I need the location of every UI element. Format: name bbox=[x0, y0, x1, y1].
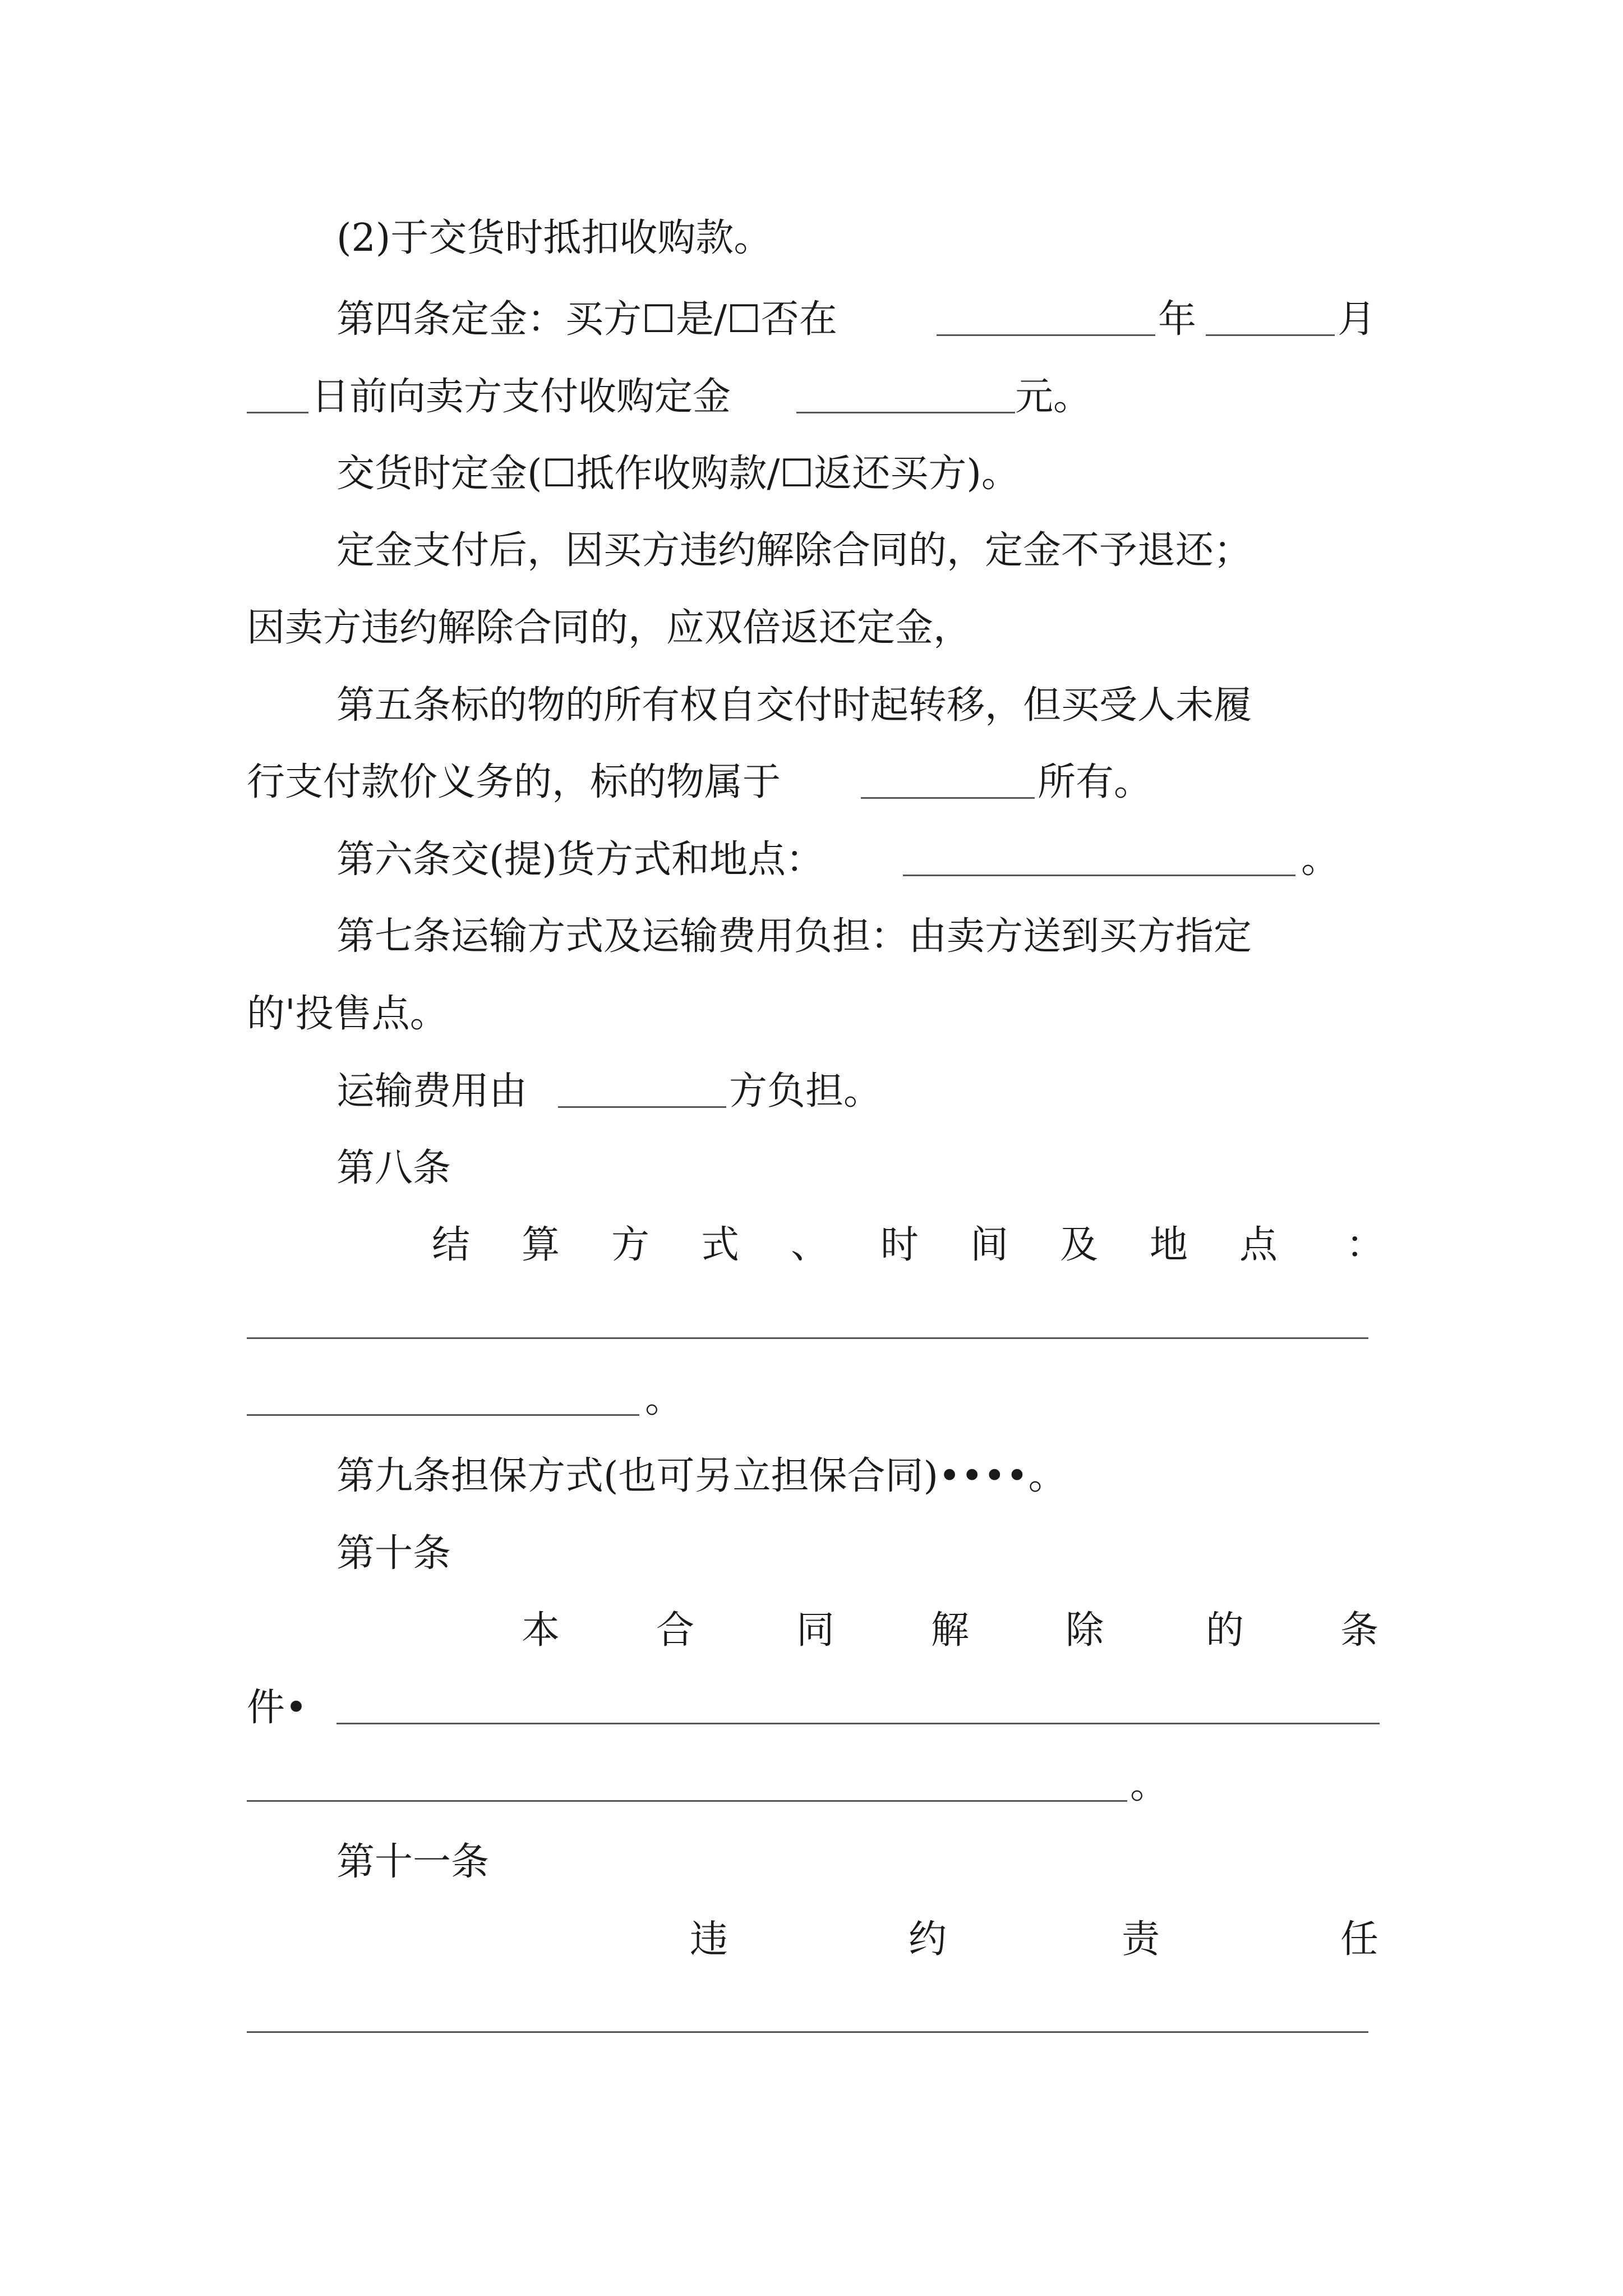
text: 。 bbox=[1301, 838, 1340, 882]
char: 解 bbox=[931, 1608, 970, 1653]
blank-year bbox=[937, 334, 1155, 336]
line-deposit-on-delivery bbox=[0, 452, 1623, 496]
char: 责 bbox=[1122, 1917, 1160, 1962]
blank-delivery-location bbox=[903, 875, 1295, 876]
clause-11-blank-line bbox=[0, 1994, 1623, 2039]
text: (2)于交货时抵扣收购款。 bbox=[336, 216, 772, 260]
clause-8-blank-line bbox=[0, 1300, 1623, 1345]
clause-8-blank-line-end bbox=[0, 1377, 1623, 1422]
clause-7-transport bbox=[0, 914, 1623, 959]
blank-termination-conditions-end bbox=[247, 1800, 1127, 1802]
blank-owner bbox=[861, 797, 1035, 799]
text: 方负担。 bbox=[729, 1069, 882, 1114]
char: 合 bbox=[656, 1608, 695, 1653]
clause-9-guarantee bbox=[0, 1454, 1623, 1499]
text: 第六条交(提)货方式和地点： bbox=[336, 838, 824, 882]
char: 结 bbox=[432, 1223, 471, 1267]
text: 年 bbox=[1158, 297, 1197, 342]
char: 条 bbox=[1340, 1608, 1379, 1653]
char: 时 bbox=[880, 1223, 919, 1267]
char: 方 bbox=[611, 1223, 650, 1267]
clause-11-liability bbox=[0, 1917, 1623, 1962]
char: 同 bbox=[796, 1608, 835, 1653]
line-deposit-rule bbox=[0, 528, 1623, 573]
text: 第十条 bbox=[336, 1531, 451, 1576]
char: 间 bbox=[970, 1223, 1009, 1267]
text: 第四条定金：买方☐是/☐否在 bbox=[336, 297, 837, 342]
blank-liability-details bbox=[247, 2031, 1368, 2033]
char: 约 bbox=[909, 1917, 947, 1962]
char: 本 bbox=[522, 1608, 560, 1653]
char: ： bbox=[1346, 1223, 1385, 1267]
blank-day bbox=[247, 412, 308, 413]
char: 除 bbox=[1066, 1608, 1104, 1653]
clause-4-deposit bbox=[0, 297, 1623, 342]
char: 点 bbox=[1239, 1223, 1278, 1267]
text: 。 bbox=[1130, 1763, 1169, 1807]
char: 式 bbox=[701, 1223, 740, 1267]
clause-4-deposit-cont bbox=[0, 375, 1623, 420]
blank-deposit-amount bbox=[796, 412, 1015, 413]
text: 第七条运输方式及运输费用负担：由卖方送到买方指定 bbox=[336, 914, 1252, 959]
blank-settlement-details-end bbox=[247, 1414, 639, 1416]
clause-5-ownership bbox=[0, 683, 1623, 728]
text: 所有。 bbox=[1038, 760, 1152, 804]
clause-10-termination-cont bbox=[0, 1686, 1623, 1731]
text: 行支付款价义务的，标的物属于 bbox=[247, 760, 781, 804]
text: 。 bbox=[645, 1377, 684, 1421]
text: 因卖方违约解除合同的，应双倍返还定金， bbox=[247, 606, 972, 650]
text: 第五条标的物的所有权自交付时起转移，但买受人未履 bbox=[336, 683, 1252, 728]
blank-cost-bearer bbox=[558, 1106, 726, 1108]
clause-8-title bbox=[0, 1146, 1623, 1191]
clause-8-settlement bbox=[0, 1223, 1623, 1268]
clause-7-transport-cont bbox=[0, 992, 1623, 1037]
blank-month bbox=[1206, 334, 1335, 336]
clause-6-delivery bbox=[0, 838, 1623, 882]
char: 的 bbox=[1206, 1608, 1244, 1653]
text: 运输费用由 bbox=[336, 1069, 528, 1114]
line-payment-deduction bbox=[0, 216, 1623, 261]
blank-settlement-details bbox=[247, 1337, 1368, 1339]
line-deposit-rule-cont bbox=[0, 606, 1623, 651]
text: 月 bbox=[1338, 297, 1376, 342]
text: 交货时定金(☐抵作收购款/☐返还买方)。 bbox=[336, 452, 1020, 496]
char: 地 bbox=[1150, 1223, 1188, 1267]
text: 件• bbox=[247, 1686, 308, 1730]
char: 、 bbox=[791, 1223, 829, 1267]
text: 日前向卖方支付收购定金 bbox=[311, 375, 731, 419]
clause-10-blank-line-end bbox=[0, 1763, 1623, 1808]
text: 元。 bbox=[1015, 375, 1092, 419]
blank-termination-conditions bbox=[336, 1723, 1380, 1724]
char: 算 bbox=[522, 1223, 560, 1267]
clause-10-termination bbox=[0, 1608, 1623, 1653]
clause-5-ownership-cont bbox=[0, 760, 1623, 805]
text: 定金支付后，因买方违约解除合同的，定金不予退还； bbox=[336, 528, 1252, 573]
char: 及 bbox=[1060, 1223, 1099, 1267]
text: 第八条 bbox=[336, 1146, 451, 1190]
clause-10-title bbox=[0, 1531, 1623, 1576]
clause-11-title bbox=[0, 1840, 1623, 1885]
text: 的'投售点。 bbox=[247, 992, 448, 1036]
char: 任 bbox=[1340, 1917, 1379, 1962]
text: 第十一条 bbox=[336, 1840, 490, 1884]
char: 违 bbox=[690, 1917, 728, 1962]
line-transport-cost bbox=[0, 1069, 1623, 1114]
text: 第九条担保方式(也可另立担保合同)••••。 bbox=[336, 1454, 1067, 1498]
